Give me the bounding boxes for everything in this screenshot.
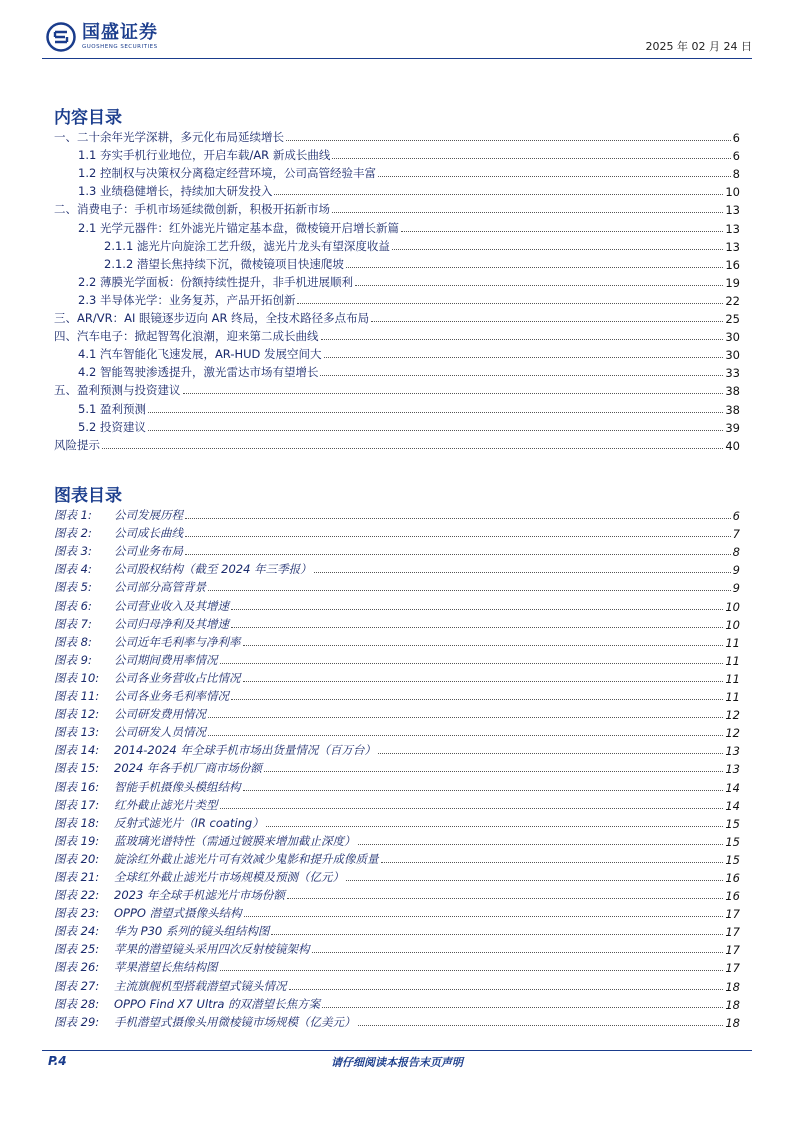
- toc-entry-label: 4.1 汽车智能化飞速发展，AR-HUD 发展空间大: [78, 347, 322, 362]
- figure-entry[interactable]: [54, 668, 740, 686]
- figure-number: 图表 29:: [54, 1014, 100, 1029]
- figure-title: 2024 年各手机厂商市场份额: [114, 761, 262, 776]
- toc-entry-page: 6: [732, 149, 740, 164]
- dot-leader: [231, 699, 723, 700]
- figure-page: 9: [732, 563, 740, 578]
- dot-leader: [322, 1007, 723, 1008]
- toc-entry-page: 13: [725, 221, 740, 236]
- disclaimer: 请仔细阅读本报告末页声明: [331, 1056, 463, 1069]
- figure-entry[interactable]: [54, 614, 740, 632]
- figure-title: 公司期间费用率情况: [114, 652, 218, 667]
- toc-entry[interactable]: [54, 417, 740, 435]
- figure-page: 17: [725, 925, 740, 940]
- figure-entry[interactable]: [54, 813, 740, 831]
- figure-page: 12: [725, 726, 740, 741]
- toc-entry[interactable]: [54, 127, 740, 145]
- figure-number: 图表 7:: [54, 616, 92, 631]
- figure-title: 公司营业收入及其增速: [114, 598, 229, 613]
- figure-title: 华为 P30 系列的镜头组结构图: [114, 924, 270, 939]
- dot-leader: [332, 212, 723, 213]
- figure-title: 全球红外截止滤光片市场规模及预测（亿元）: [114, 869, 344, 884]
- dot-leader: [244, 916, 724, 917]
- figure-title: 旋涂红外截止滤光片可有效减少鬼影和提升成像质量: [114, 851, 379, 866]
- toc-entry[interactable]: [54, 362, 740, 380]
- figure-entry[interactable]: [54, 686, 740, 704]
- dot-leader: [346, 880, 723, 881]
- toc-entry-label: 2.1.1 滤光片向旋涂工艺升级，滤光片龙头有望深度收益: [104, 238, 390, 253]
- figure-number: 图表 17:: [54, 797, 100, 812]
- figure-entry[interactable]: [54, 994, 740, 1012]
- dot-leader: [324, 357, 724, 358]
- toc-entry[interactable]: [54, 163, 740, 181]
- toc-entry[interactable]: [54, 290, 740, 308]
- toc-entry-page: 13: [725, 203, 740, 218]
- toc-entry-label: 2.1 光学元器件：红外滤光片锚定基本盘，微棱镜开启增长新篇: [78, 220, 399, 235]
- toc-entry-page: 33: [725, 366, 740, 381]
- dot-leader: [231, 627, 723, 628]
- dot-leader: [208, 717, 723, 718]
- header-divider: [42, 58, 752, 59]
- company-name-en: GUOSHENG SECURITIES: [82, 44, 158, 50]
- figure-number: 图表 26:: [54, 960, 100, 975]
- dot-leader: [371, 321, 723, 322]
- figure-title: 手机潜望式摄像头用微棱镜市场规模（亿美元）: [114, 1014, 356, 1029]
- figure-title: 公司发展历程: [114, 508, 183, 523]
- toc-entry-page: 30: [725, 330, 740, 345]
- figure-page: 15: [725, 816, 740, 831]
- dot-leader: [320, 375, 723, 376]
- figure-page: 6: [732, 509, 740, 524]
- figure-title: 公司研发费用情况: [114, 707, 206, 722]
- toc-entry[interactable]: [54, 181, 740, 199]
- figure-number: 图表 25:: [54, 942, 100, 957]
- figure-page: 11: [725, 690, 740, 705]
- toc-entry[interactable]: [54, 380, 740, 398]
- figure-number: 图表 18:: [54, 815, 100, 830]
- figure-title: 公司各业务营收占比情况: [114, 670, 241, 685]
- figure-number: 图表 19:: [54, 833, 100, 848]
- dot-leader: [287, 898, 723, 899]
- figure-number: 图表 8:: [54, 634, 92, 649]
- dot-leader: [231, 609, 723, 610]
- dot-leader: [358, 1025, 724, 1026]
- dot-leader: [355, 285, 723, 286]
- toc-entry[interactable]: [54, 236, 740, 254]
- toc-entry-label: 1.1 夯实手机行业地位，开启车载/AR 新成长曲线: [78, 148, 331, 163]
- figure-entry[interactable]: [54, 885, 740, 903]
- figure-entry[interactable]: [54, 831, 740, 849]
- toc-entry[interactable]: [54, 272, 740, 290]
- figure-number: 图表 11:: [54, 689, 100, 704]
- dot-leader: [381, 862, 724, 863]
- dot-leader: [183, 393, 724, 394]
- figure-number: 图表 3:: [54, 544, 92, 559]
- figure-entry[interactable]: [54, 577, 740, 595]
- figure-page: 11: [725, 671, 740, 686]
- toc-entry-page: 38: [725, 384, 740, 399]
- toc-entry[interactable]: [54, 254, 740, 272]
- dot-leader: [185, 518, 731, 519]
- figure-number: 图表 16:: [54, 779, 100, 794]
- figure-title: 苹果潜望长焦结构图: [114, 960, 218, 975]
- dot-leader: [332, 158, 730, 159]
- figure-entry[interactable]: [54, 704, 740, 722]
- figure-entry[interactable]: [54, 559, 740, 577]
- company-logo: [46, 22, 158, 52]
- dot-leader: [185, 554, 731, 555]
- figure-entry[interactable]: [54, 921, 740, 939]
- dot-leader: [243, 790, 724, 791]
- figure-number: 图表 5:: [54, 580, 92, 595]
- figure-number: 图表 1:: [54, 508, 92, 523]
- figure-number: 图表 28:: [54, 996, 100, 1011]
- figure-page: 16: [725, 870, 740, 885]
- toc-entry-page: 22: [725, 293, 740, 308]
- figure-page: 11: [725, 635, 740, 650]
- figure-number: 图表 6:: [54, 598, 92, 613]
- figure-entry[interactable]: [54, 650, 740, 668]
- toc-entry[interactable]: [54, 435, 740, 453]
- figures-list: [54, 505, 740, 1030]
- figure-title: 公司部分高管背景: [114, 580, 206, 595]
- dot-leader: [264, 771, 723, 772]
- toc-entry-page: 39: [725, 420, 740, 435]
- figure-page: 16: [725, 889, 740, 904]
- figure-page: 15: [725, 834, 740, 849]
- toc-entry-label: 2.1.2 潜望长焦持续下沉，微棱镜项目快速爬坡: [104, 256, 344, 271]
- dot-leader: [243, 681, 724, 682]
- figure-title: 智能手机摄像头模组结构: [114, 779, 241, 794]
- dot-leader: [243, 645, 724, 646]
- figure-entry[interactable]: [54, 795, 740, 813]
- figure-title: OPPO 潜望式摄像头结构: [114, 906, 242, 921]
- figure-title: 公司归母净利及其增速: [114, 616, 229, 631]
- figure-number: 图表 14:: [54, 743, 100, 758]
- dot-leader: [346, 267, 723, 268]
- figure-entry[interactable]: [54, 758, 740, 776]
- report-date: 2025 年 02 月 24 日: [645, 40, 752, 53]
- dot-leader: [392, 249, 723, 250]
- figure-title: 公司业务布局: [114, 544, 183, 559]
- figure-title: 红外截止滤光片类型: [114, 797, 218, 812]
- page-header: [42, 20, 752, 62]
- dot-leader: [274, 194, 723, 195]
- figure-entry[interactable]: [54, 903, 740, 921]
- figure-entry[interactable]: [54, 595, 740, 613]
- toc-entry-page: 6: [732, 131, 740, 146]
- toc-entry[interactable]: [54, 217, 740, 235]
- figure-number: 图表 27:: [54, 978, 100, 993]
- figure-title: 公司近年毛利率与净利率: [114, 634, 241, 649]
- toc-entry-page: 40: [725, 438, 740, 453]
- toc-entry-label: 5.1 盈利预测: [78, 401, 146, 416]
- dot-leader: [220, 808, 724, 809]
- toc-entry-label: 2.3 半导体光学：业务复苏，产品开拓创新: [78, 292, 296, 307]
- figure-number: 图表 9:: [54, 652, 92, 667]
- toc-entry[interactable]: [54, 199, 740, 217]
- toc-entry-label: 五、盈利预测与投资建议: [54, 383, 181, 398]
- dot-leader: [297, 303, 723, 304]
- toc-title: 内容目录: [54, 108, 122, 128]
- toc-entry-label: 1.2 控制权与决策权分离稳定经营环境，公司高管经验丰富: [78, 166, 376, 181]
- figure-number: 图表 2:: [54, 526, 92, 541]
- page-number: P.4: [48, 1054, 67, 1068]
- figure-page: 18: [725, 997, 740, 1012]
- dot-leader: [358, 844, 724, 845]
- toc-entry-label: 风险提示: [54, 437, 100, 452]
- figure-title: 2023 年全球手机滤光片市场份额: [114, 888, 285, 903]
- figure-page: 12: [725, 708, 740, 723]
- toc-entry-label: 2.2 薄膜光学面板：份额持续性提升，非手机进展顺利: [78, 274, 353, 289]
- toc-entry[interactable]: [54, 145, 740, 163]
- figure-number: 图表 13:: [54, 725, 100, 740]
- figure-entry[interactable]: [54, 523, 740, 541]
- toc-entry-page: 16: [725, 257, 740, 272]
- figure-title: 蓝玻璃光谱特性（需通过镀膜来增加截止深度）: [114, 833, 356, 848]
- dot-leader: [286, 140, 731, 141]
- figure-page: 13: [725, 762, 740, 777]
- figure-entry[interactable]: [54, 867, 740, 885]
- toc-list: [54, 127, 740, 453]
- page-footer: [42, 1050, 752, 1069]
- dot-leader: [289, 989, 724, 990]
- dot-leader: [102, 448, 723, 449]
- figure-title: OPPO Find X7 Ultra 的双潜望长焦方案: [114, 996, 321, 1011]
- figure-entry[interactable]: [54, 541, 740, 559]
- dot-leader: [148, 412, 723, 413]
- dot-leader: [378, 176, 731, 177]
- dot-leader: [312, 952, 724, 953]
- figure-number: 图表 22:: [54, 888, 100, 903]
- figure-number: 图表 21:: [54, 869, 100, 884]
- figure-page: 11: [725, 653, 740, 668]
- dot-leader: [208, 590, 731, 591]
- dot-leader: [321, 339, 724, 340]
- figure-number: 图表 24:: [54, 924, 100, 939]
- dot-leader: [314, 572, 731, 573]
- figure-entry[interactable]: [54, 722, 740, 740]
- figure-page: 17: [725, 943, 740, 958]
- toc-entry[interactable]: [54, 344, 740, 362]
- figure-entry[interactable]: [54, 505, 740, 523]
- toc-entry[interactable]: [54, 398, 740, 416]
- figure-title: 公司各业务毛利率情况: [114, 689, 229, 704]
- figure-page: 17: [725, 907, 740, 922]
- toc-entry-page: 13: [725, 239, 740, 254]
- dot-leader: [220, 970, 724, 971]
- figure-number: 图表 15:: [54, 761, 100, 776]
- figure-page: 13: [725, 744, 740, 759]
- toc-entry-page: 10: [725, 185, 740, 200]
- dot-leader: [220, 663, 724, 664]
- figure-number: 图表 12:: [54, 707, 100, 722]
- dot-leader: [271, 934, 723, 935]
- dot-leader: [148, 430, 723, 431]
- footer-divider: [42, 1050, 752, 1051]
- figure-title: 反射式滤光片（IR coating）: [114, 815, 264, 830]
- figure-title: 2014-2024 年全球手机市场出货量情况（百万台）: [114, 743, 376, 758]
- toc-entry-label: 1.3 业绩稳健增长，持续加大研发投入: [78, 184, 273, 199]
- figure-title: 公司研发人员情况: [114, 725, 206, 740]
- figure-title: 公司成长曲线: [114, 526, 183, 541]
- figure-number: 图表 23:: [54, 906, 100, 921]
- figure-page: 10: [725, 617, 740, 632]
- toc-entry-page: 8: [732, 167, 740, 182]
- dot-leader: [185, 536, 731, 537]
- figure-entry[interactable]: [54, 957, 740, 975]
- figure-page: 8: [732, 545, 740, 560]
- figure-page: 14: [725, 798, 740, 813]
- figure-number: 图表 10:: [54, 670, 100, 685]
- figure-number: 图表 4:: [54, 562, 92, 577]
- figure-entry[interactable]: [54, 849, 740, 867]
- company-name: 国盛证券: [82, 22, 158, 43]
- dot-leader: [266, 826, 724, 827]
- figure-page: 9: [732, 581, 740, 596]
- toc-entry-label: 4.2 智能驾驶渗透提升，激光雷达市场有望增长: [78, 365, 319, 380]
- figure-entry[interactable]: [54, 740, 740, 758]
- figures-title: 图表目录: [54, 486, 122, 506]
- toc-entry-label: 三、AR/VR：AI 眼镜逐步迈向 AR 终局，全技术路径多点布局: [54, 311, 370, 326]
- figure-entry[interactable]: [54, 1012, 740, 1030]
- toc-entry[interactable]: [54, 326, 740, 344]
- figure-page: 15: [725, 852, 740, 867]
- toc-entry-page: 25: [725, 312, 740, 327]
- figure-page: 14: [725, 780, 740, 795]
- figure-page: 18: [725, 1015, 740, 1030]
- dot-leader: [401, 231, 723, 232]
- toc-entry-label: 二、消费电子：手机市场延续微创新，积极开拓新市场: [54, 202, 330, 217]
- figure-page: 18: [725, 979, 740, 994]
- toc-entry-label: 四、汽车电子：掀起智驾化浪潮，迎来第二成长曲线: [54, 329, 319, 344]
- figure-page: 10: [725, 599, 740, 614]
- figure-page: 17: [725, 961, 740, 976]
- figure-title: 主流旗舰机型搭载潜望式镜头情况: [114, 978, 287, 993]
- figure-entry[interactable]: [54, 939, 740, 957]
- figure-number: 图表 20:: [54, 851, 100, 866]
- figure-entry[interactable]: [54, 632, 740, 650]
- toc-entry[interactable]: [54, 308, 740, 326]
- toc-entry-page: 38: [725, 402, 740, 417]
- figure-entry[interactable]: [54, 776, 740, 794]
- toc-entry-page: 30: [725, 348, 740, 363]
- dot-leader: [378, 753, 724, 754]
- figure-title: 公司股权结构（截至 2024 年三季报）: [114, 562, 312, 577]
- figure-entry[interactable]: [54, 975, 740, 993]
- company-logo-icon: [46, 22, 76, 52]
- toc-entry-label: 一、二十余年光学深耕，多元化布局延续增长: [54, 130, 284, 145]
- toc-entry-label: 5.2 投资建议: [78, 419, 146, 434]
- figure-page: 7: [732, 527, 740, 542]
- figure-title: 苹果的潜望镜头采用四次反射棱镜架构: [114, 942, 310, 957]
- dot-leader: [208, 735, 723, 736]
- toc-entry-page: 19: [725, 275, 740, 290]
